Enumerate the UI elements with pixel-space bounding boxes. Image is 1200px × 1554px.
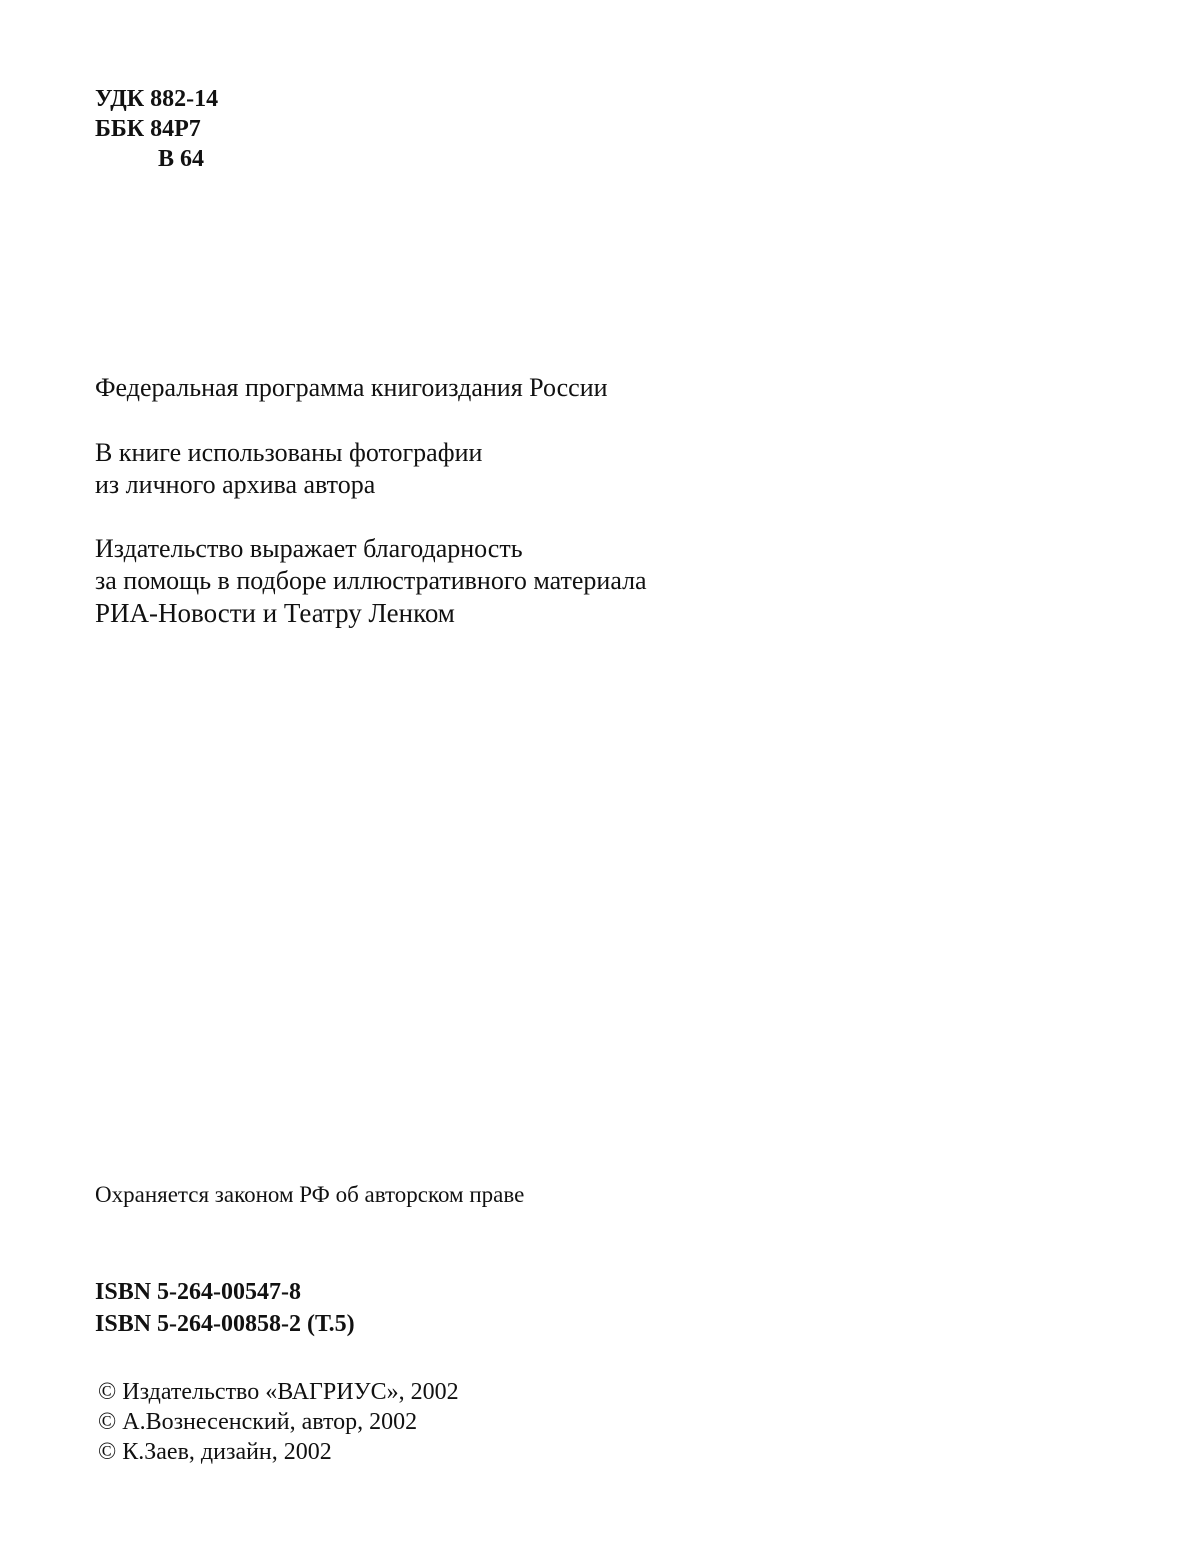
photos-note-line-1: В книге использованы фотографии <box>95 438 483 467</box>
copyright-law-note <box>95 1180 524 1210</box>
photos-note <box>95 437 482 501</box>
photos-note-line-2: из личного архива автора <box>95 470 376 499</box>
thanks-note-line-2: за помощь в подборе иллюстративного материала <box>95 566 647 595</box>
isbn-line: ISBN 5-264-00858-2 (Т.5) <box>95 1311 355 1337</box>
author-mark: В 64 <box>158 146 205 172</box>
credit-line: © Издательство «ВАГРИУС», 2002 <box>98 1379 459 1405</box>
program-note <box>95 372 608 404</box>
isbn-block <box>95 1276 355 1340</box>
thanks-note <box>95 533 647 629</box>
credit-line: © А.Вознесенский, автор, 2002 <box>98 1409 418 1435</box>
program-note-text: Федеральная программа книгоиздания России <box>95 373 608 402</box>
udk-code: УДК 882-14 <box>95 86 219 112</box>
bbk-code: ББК 84Р7 <box>95 116 201 142</box>
thanks-note-line-1: Издательство выражает благодарность <box>95 534 523 563</box>
credit-line: © К.Заев, дизайн, 2002 <box>98 1439 332 1465</box>
copyright-credits <box>98 1377 459 1467</box>
thanks-note-line-3: РИА-Новости и Театру Ленком <box>95 598 455 628</box>
classification-block <box>95 84 218 174</box>
copyright-law-text: Охраняется законом РФ об авторском праве <box>95 1182 525 1207</box>
isbn-line: ISBN 5-264-00547-8 <box>95 1279 302 1305</box>
